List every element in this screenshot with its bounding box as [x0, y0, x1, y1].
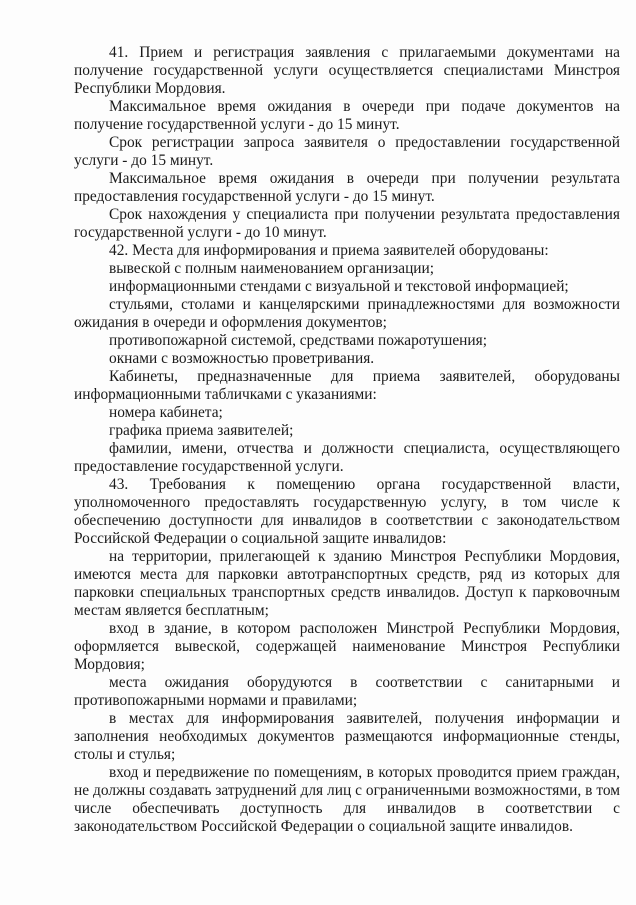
paragraph-43-intro: 43. Требования к помещению органа государственной власти, уполномоченного предоставлять государственную услугу, в том числе к обеспечению доступности для инвалидов в соответствии с законодательством Российской Федерации о социальной защите инвалидов:	[74, 476, 620, 547]
list-item-windows: окнами с возможностью проветривания.	[109, 350, 375, 367]
paragraph-registration-term: Срок регистрации запроса заявителя о предоставлении государственной услуги - до 15 минут.	[74, 134, 620, 169]
paragraph-specialist-time: Срок нахождения у специалиста при получении результата предоставления государственной услуги - до 10 минут.	[74, 206, 620, 241]
list-item-signboard: вывеской с полным наименованием организации;	[109, 260, 435, 277]
paragraph-41-intro: 41. Прием и регистрация заявления с прилагаемыми документами на получение государственной услуги осуществляется специалистами Минстроя Республики Мордовия.	[74, 44, 620, 97]
list-item-info-places: в местах для информирования заявителей, получения информации и заполнения необходимых документов размещаются информационные стенды, столы и стулья;	[74, 710, 620, 763]
paragraph-offices-signs: Кабинеты, предназначенные для приема заявителей, оборудованы информационными табличками с указаниями:	[74, 368, 620, 403]
list-item-info-stands: информационными стендами с визуальной и текстовой информацией;	[109, 278, 569, 295]
list-item-furniture: стульями, столами и канцелярскими принадлежностями для возможности ожидания в очереди и оформления документов;	[74, 296, 620, 331]
paragraph-max-wait-result: Максимальное время ожидания в очереди при получении результата предоставления государственной услуги - до 15 минут.	[74, 170, 620, 205]
list-item-accessibility: вход и передвижение по помещениям, в которых проводится прием граждан, не должны создавать затруднений для лиц с ограниченными возможностями, в том числе обеспечивать доступность для инвалидов в соответствии с законодательством Российской Федерации о социальной защите инвалидов.	[74, 764, 620, 835]
document-body	[74, 44, 620, 836]
list-item-schedule: графика приема заявителей;	[109, 422, 294, 439]
list-item-room-number: номера кабинета;	[109, 404, 223, 421]
paragraph-42-intro: 42. Места для информирования и приема заявителей оборудованы:	[109, 242, 549, 259]
list-item-entrance: вход в здание, в котором расположен Минстрой Республики Мордовия, оформляется вывеской, содержащей наименование Минстроя Республики Мордовия;	[74, 620, 620, 673]
list-item-fire-system: противопожарной системой, средствами пожаротушения;	[109, 332, 487, 349]
paragraph-max-wait-submission: Максимальное время ожидания в очереди при подаче документов на получение государственной услуги - до 15 минут.	[74, 98, 620, 133]
list-item-specialist-name: фамилии, имени, отчества и должности специалиста, осуществляющего предоставление государственной услуги.	[74, 440, 620, 475]
list-item-parking: на территории, прилегающей к зданию Минстроя Республики Мордовия, имеются места для парковки автотранспортных средств, ряд из которых для парковки специальных транспортных средств инвалидов. Доступ к парковочным местам является бесплатным;	[74, 548, 620, 619]
list-item-waiting-places: места ожидания оборудуются в соответствии с санитарными и противопожарными нормами и правилами;	[74, 674, 620, 709]
